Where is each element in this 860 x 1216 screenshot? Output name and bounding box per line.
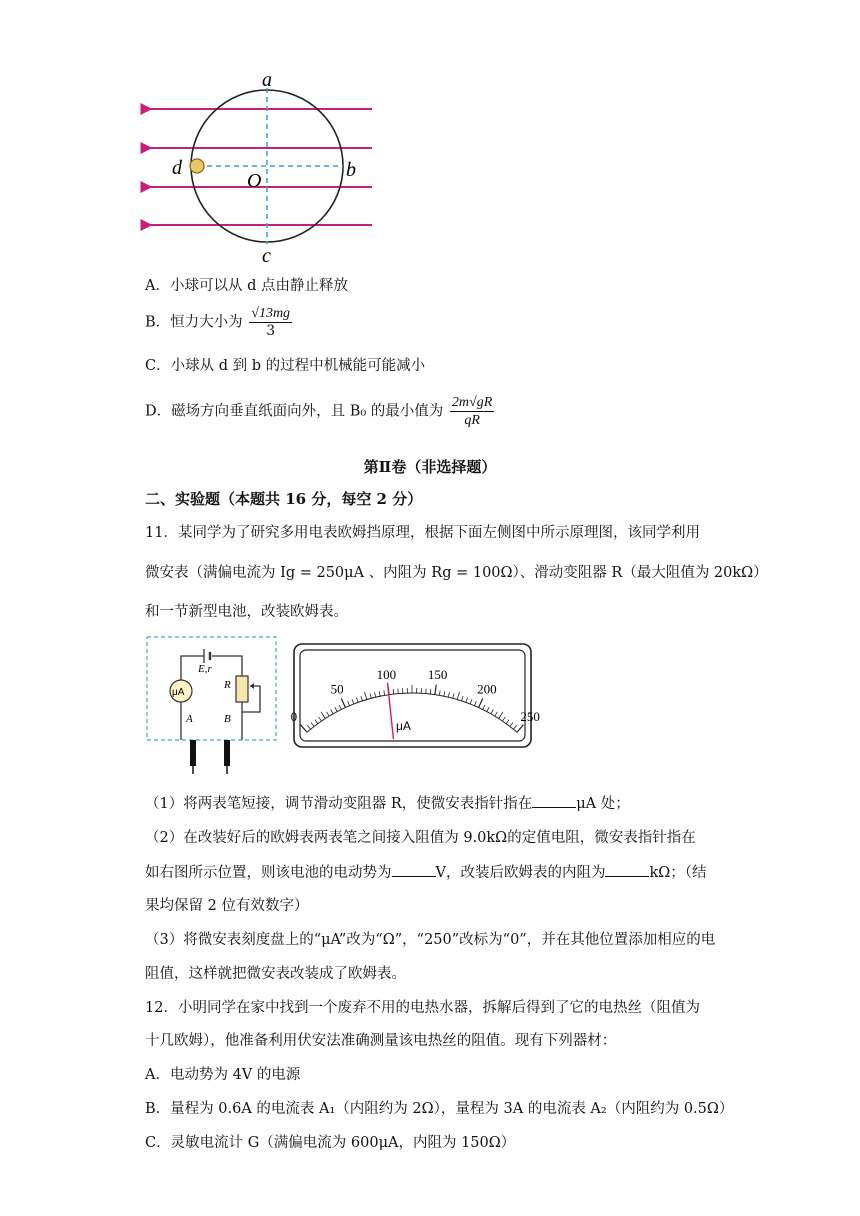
dial-tick <box>430 689 431 694</box>
option-b-denominator: 3 <box>266 323 276 339</box>
label-d: d <box>172 157 182 179</box>
q12-item-b: B．量程为 0.6A 的电流表 A₁（内阻约为 2Ω），量程为 3A 的电流表 A₂（内阻约为 0.5Ω） <box>145 1101 734 1117</box>
option-b-text: B．恒力大小为 <box>145 314 243 331</box>
option-b <box>145 305 294 345</box>
q11-part2-emf-text: 如右图所示位置，则该电池的电动势为 <box>145 865 392 881</box>
circuit-diagram <box>146 636 280 776</box>
label-a: a <box>262 69 272 91</box>
circular-track <box>191 90 343 242</box>
part-title: 二、实验题（本题共 16 分，每空 2 分） <box>145 490 423 508</box>
q11-part2-resistance-text: V，改装后欧姆表的内阻为 <box>435 865 606 881</box>
option-b-fraction <box>249 305 292 340</box>
terminal-a-label: A <box>186 713 193 725</box>
q12-item-a: A．电动势为 4V 的电源 <box>145 1067 301 1083</box>
q11-line2: 微安表（满偏电流为 Ig = 250μA 、内阻为 Rg = 100Ω）、滑动变阻器 R（最大阻值为 20kΩ） <box>145 565 768 581</box>
option-d <box>145 394 496 434</box>
option-d-denominator: qR <box>464 413 480 428</box>
dial-tick-label: 250 <box>520 709 540 725</box>
option-b-numerator: √13mg <box>251 306 291 321</box>
q11-part1 <box>145 793 630 814</box>
label-b: b <box>346 159 356 181</box>
q11-part2-line1: （2）在改装好后的欧姆表两表笔之间接入阻值为 9.0kΩ的定值电阻，微安表指针指在 <box>145 830 696 846</box>
option-a: A．小球可以从 d 点由静止释放 <box>145 278 348 294</box>
q11-part2-line3: 果均保留 2 位有效数字） <box>145 898 309 914</box>
answer-blank-1[interactable] <box>532 793 576 808</box>
field-circle-figure <box>140 70 380 270</box>
q12-line1: 12．小明同学在家中找到一个废弃不用的电热水器，拆解后得到了它的电热丝（阻值为 <box>145 1000 700 1016</box>
dial-tick-label: 150 <box>427 666 448 682</box>
volume-title: 第Ⅱ卷（非选择题） <box>363 458 497 476</box>
q12-line2: 十几欧姆），他准备利用伏安法准确测量该电热丝的阻值。现有下列器材： <box>145 1033 617 1049</box>
dial-tick-label: 0 <box>290 709 298 725</box>
q11-part2-unit: kΩ；（结 <box>649 865 707 881</box>
dial-unit: μA <box>396 719 411 733</box>
dial-tick-label: 50 <box>330 681 344 697</box>
dial-tick-label: 100 <box>376 666 397 682</box>
dial-tick <box>393 689 394 694</box>
q11-part1-text: （1）将两表笔短接，调节滑动变阻器 R，使微安表指针指在 <box>145 796 533 812</box>
q11-line1: 11．某同学为了研究多用电表欧姆挡原理，根据下面左侧图中所示原理图，该同学利用 <box>145 525 700 541</box>
small-ball <box>190 159 204 173</box>
field-lines <box>150 109 372 225</box>
q12-item-c: C．灵敏电流计 G（满偏电流为 600μA，内阻为 150Ω） <box>145 1135 516 1151</box>
dial-tick-label: 200 <box>477 681 497 697</box>
q11-part3-line2: 阻值，这样就把微安表改装成了欧姆表。 <box>145 966 406 982</box>
q11-line3: 和一节新型电池，改装欧姆表。 <box>145 604 348 620</box>
option-d-numerator: 2m√gR <box>451 395 493 410</box>
option-c: C．小球从 d 到 b 的过程中机械能可能减小 <box>145 358 426 374</box>
option-d-text: D．磁场方向垂直纸面向外，且 B₀ 的最小值为 <box>145 403 444 420</box>
circuit-emf-label: E,r <box>198 663 212 675</box>
label-c: c <box>262 245 271 267</box>
terminal-b-label: B <box>224 713 231 725</box>
q11-part3-line1: （3）将微安表刻度盘上的“μA”改为“Ω”，“250”改标为“0”，并在其他位置添加相应的电 <box>145 932 716 948</box>
q11-part1-unit: μA 处； <box>576 796 630 812</box>
answer-blank-2[interactable] <box>392 862 436 877</box>
circuit-rheostat-label: R <box>224 679 231 691</box>
label-O: O <box>247 170 262 192</box>
q11-part2-line2 <box>145 862 707 883</box>
answer-blank-3[interactable] <box>605 862 649 877</box>
microammeter-dial <box>290 643 540 749</box>
option-d-fraction <box>450 394 494 429</box>
circuit-meter-label: μA <box>172 687 185 698</box>
